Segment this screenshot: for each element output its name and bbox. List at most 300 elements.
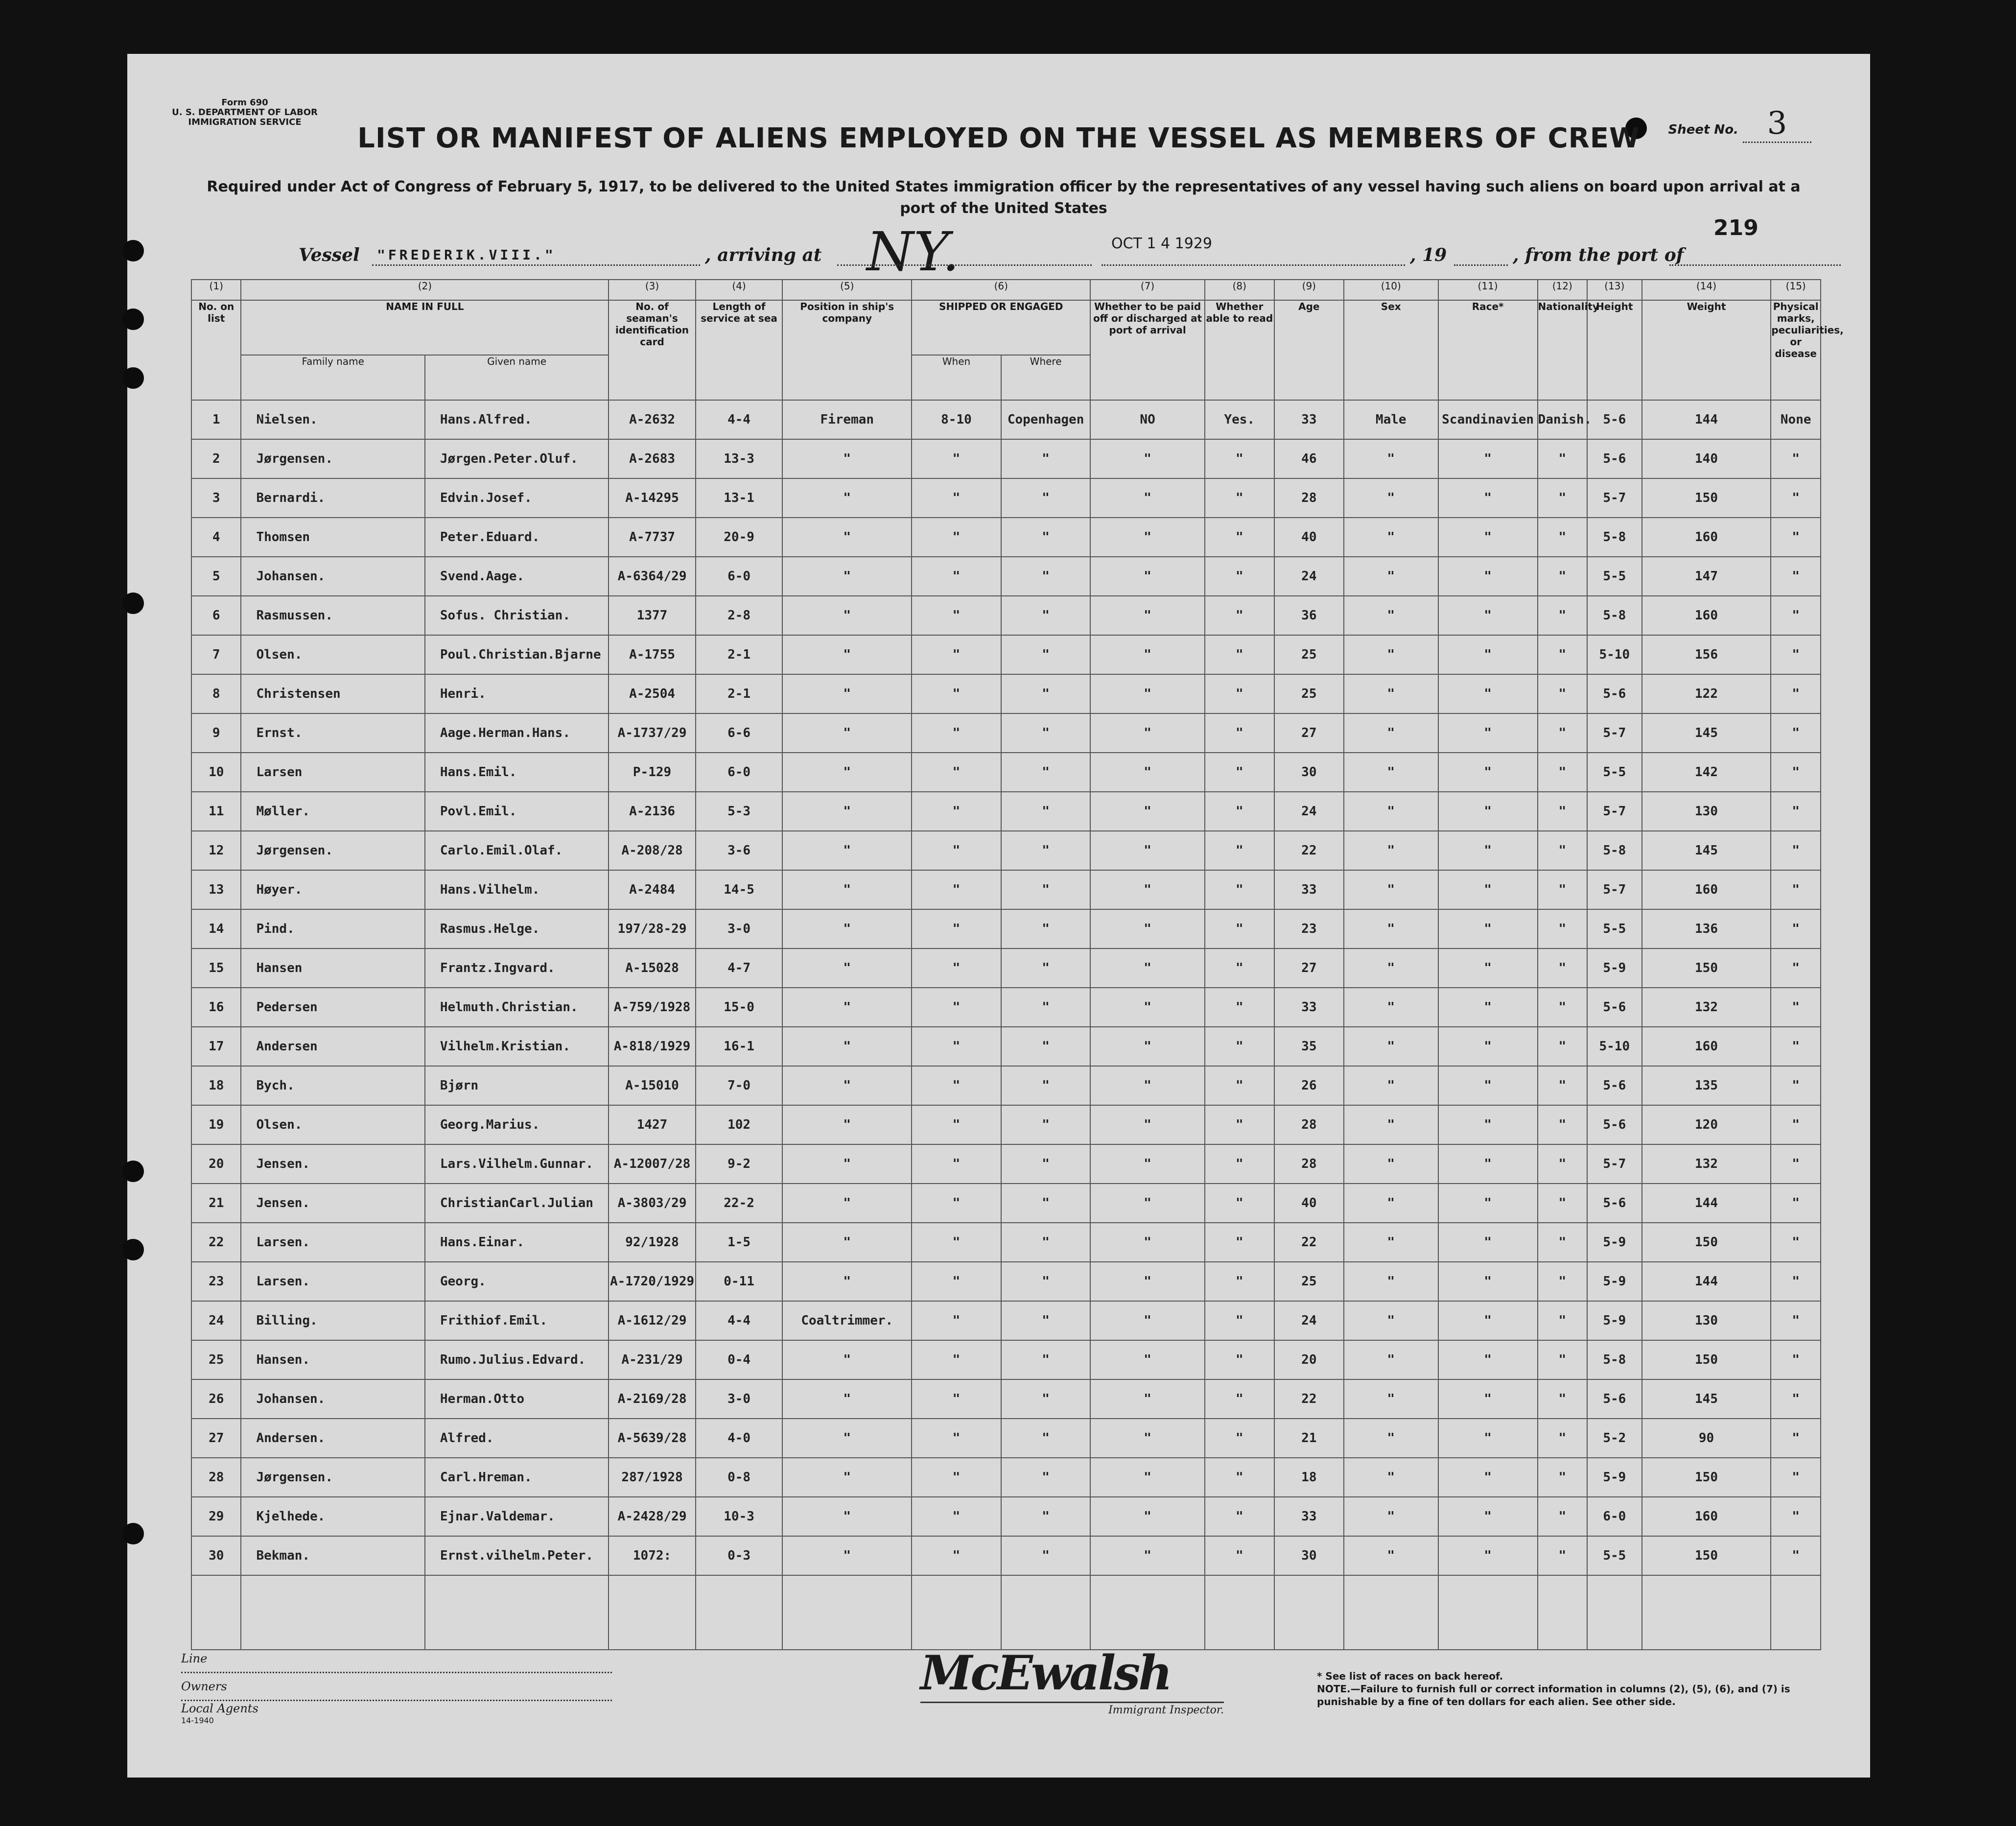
arrival-date-stamp: OCT 1 4 1929	[1111, 235, 1213, 252]
cell-age: 21	[1274, 1419, 1344, 1458]
cell-age: 20	[1274, 1340, 1344, 1379]
agents-block	[181, 1645, 612, 1726]
cell-age: 24	[1274, 1301, 1344, 1340]
cell-given-name: Hans.Emil.	[425, 753, 609, 792]
cell-paid-off: "	[1090, 988, 1204, 1027]
sheet-number-value: 3	[1743, 105, 1811, 143]
footnotes	[1317, 1670, 1831, 1708]
cell-weight: 144	[1642, 1184, 1771, 1223]
cell-marks: "	[1771, 635, 1821, 674]
cell-family-name: Jørgensen.	[241, 831, 424, 870]
cell-given-name: Carl.Hreman.	[425, 1458, 609, 1497]
cell-given-name: ChristianCarl.Julian	[425, 1184, 609, 1223]
cell-position: "	[782, 635, 912, 674]
cell-id-card: A-1737/29	[609, 713, 696, 753]
table-row	[191, 1144, 1821, 1184]
cell-position: "	[782, 1262, 912, 1301]
cell-able-read: "	[1205, 753, 1274, 792]
cell-when: "	[912, 518, 1001, 557]
cell-marks: "	[1771, 478, 1821, 518]
table-row	[191, 988, 1821, 1027]
table-row	[191, 400, 1821, 439]
cell-race: "	[1438, 713, 1538, 753]
cell-age: 30	[1274, 1536, 1344, 1575]
cell-no: 22	[191, 1223, 241, 1262]
column-header-row	[191, 300, 1821, 355]
cell-id-card: A-2136	[609, 792, 696, 831]
cell-where: "	[1001, 1419, 1091, 1458]
cell-service: 2-1	[696, 674, 783, 713]
cell-when: "	[912, 1184, 1001, 1223]
cell-able-read: "	[1205, 1184, 1274, 1223]
cell-when: "	[912, 1301, 1001, 1340]
col-num: (1)	[191, 280, 241, 300]
cell-service: 0-11	[696, 1262, 783, 1301]
cell-marks: "	[1771, 1536, 1821, 1575]
header-weight: Weight	[1642, 300, 1771, 400]
cell-paid-off: "	[1090, 1497, 1204, 1536]
year-label: , 19	[1410, 245, 1447, 265]
column-number-row	[191, 280, 1821, 300]
cell-when: "	[912, 1536, 1001, 1575]
cell-family-name: Hansen	[241, 949, 424, 988]
cell-position: "	[782, 909, 912, 949]
cell-paid-off: "	[1090, 792, 1204, 831]
cell-family-name: Christensen	[241, 674, 424, 713]
cell-race: "	[1438, 753, 1538, 792]
cell-nationality: "	[1538, 753, 1587, 792]
punch-hole	[122, 367, 144, 389]
cell-height: 5-8	[1587, 831, 1642, 870]
arriving-label: , arriving at	[705, 245, 822, 265]
cell-position: "	[782, 1497, 912, 1536]
cell-marks: "	[1771, 1301, 1821, 1340]
cell-family-name: Olsen.	[241, 1105, 424, 1144]
cell-when: "	[912, 1144, 1001, 1184]
cell-sex: "	[1344, 478, 1438, 518]
cell-where: "	[1001, 1379, 1091, 1419]
cell-position: "	[782, 1536, 912, 1575]
cell-position: "	[782, 831, 912, 870]
cell-paid-off: "	[1090, 635, 1204, 674]
cell-when: "	[912, 753, 1001, 792]
cell-when: "	[912, 870, 1001, 909]
cell-position: "	[782, 1144, 912, 1184]
cell-service: 0-3	[696, 1536, 783, 1575]
cell-height: 5-10	[1587, 1027, 1642, 1066]
cell-service: 3-0	[696, 909, 783, 949]
cell-no: 23	[191, 1262, 241, 1301]
col-num: (12)	[1538, 280, 1587, 300]
cell-able-read: "	[1205, 1458, 1274, 1497]
cell-given-name: Povl.Emil.	[425, 792, 609, 831]
cell-age: 33	[1274, 400, 1344, 439]
cell-sex: "	[1344, 870, 1438, 909]
cell-weight: 144	[1642, 400, 1771, 439]
cell-age: 40	[1274, 518, 1344, 557]
cell-no: 16	[191, 988, 241, 1027]
cell-when: "	[912, 1262, 1001, 1301]
cell-service: 15-0	[696, 988, 783, 1027]
cell-height: 5-7	[1587, 870, 1642, 909]
cell-where: "	[1001, 1105, 1091, 1144]
cell-marks: "	[1771, 518, 1821, 557]
cell-age: 22	[1274, 831, 1344, 870]
cell-where: "	[1001, 518, 1091, 557]
cell-where: "	[1001, 713, 1091, 753]
cell-able-read: "	[1205, 1027, 1274, 1066]
page-subtitle: Required under Act of Congress of February 5, 1917, to be delivered to the United States immigration officer by the representatives of any vessel having such aliens on board upon arrival at a port of the United States	[207, 178, 1801, 217]
cell-able-read: "	[1205, 478, 1274, 518]
cell-no: 20	[191, 1144, 241, 1184]
cell-paid-off: "	[1090, 1458, 1204, 1497]
cell-paid-off: "	[1090, 949, 1204, 988]
cell-sex: "	[1344, 1262, 1438, 1301]
cell-id-card: A-2428/29	[609, 1497, 696, 1536]
cell-no: 29	[191, 1497, 241, 1536]
cell-id-card: A-1612/29	[609, 1301, 696, 1340]
cell-when: "	[912, 1027, 1001, 1066]
cell-given-name: Hans.Einar.	[425, 1223, 609, 1262]
cell-height: 5-6	[1587, 674, 1642, 713]
cell-able-read: "	[1205, 518, 1274, 557]
cell-where: "	[1001, 1458, 1091, 1497]
cell-weight: 150	[1642, 478, 1771, 518]
cell-race: "	[1438, 1340, 1538, 1379]
cell-age: 26	[1274, 1066, 1344, 1105]
cell-when: "	[912, 1458, 1001, 1497]
table-row	[191, 635, 1821, 674]
cell-weight: 136	[1642, 909, 1771, 949]
header-name-in-full: NAME IN FULL	[241, 300, 609, 355]
cell-age: 33	[1274, 870, 1344, 909]
cell-given-name: Lars.Vilhelm.Gunnar.	[425, 1144, 609, 1184]
cell-where: "	[1001, 1536, 1091, 1575]
cell-marks: "	[1771, 1379, 1821, 1419]
cell-marks: "	[1771, 1105, 1821, 1144]
cell-position: "	[782, 557, 912, 596]
cell-given-name: Carlo.Emil.Olaf.	[425, 831, 609, 870]
table-row	[191, 949, 1821, 988]
table-row	[191, 1419, 1821, 1458]
cell-marks: "	[1771, 713, 1821, 753]
cell-when: "	[912, 1379, 1001, 1419]
cell-nationality: "	[1538, 909, 1587, 949]
col-num: (13)	[1587, 280, 1642, 300]
cell-age: 22	[1274, 1223, 1344, 1262]
cell-given-name: Svend.Aage.	[425, 557, 609, 596]
cell-able-read: "	[1205, 1379, 1274, 1419]
cell-no: 3	[191, 478, 241, 518]
cell-service: 4-4	[696, 400, 783, 439]
cell-id-card: A-208/28	[609, 831, 696, 870]
cell-family-name: Johansen.	[241, 557, 424, 596]
cell-nationality: "	[1538, 518, 1587, 557]
cell-weight: 145	[1642, 713, 1771, 753]
table-row	[191, 1223, 1821, 1262]
table-row	[191, 1458, 1821, 1497]
cell-able-read: "	[1205, 557, 1274, 596]
col-num: (8)	[1205, 280, 1274, 300]
cell-where: "	[1001, 870, 1091, 909]
cell-id-card: A-7737	[609, 518, 696, 557]
table-row	[191, 831, 1821, 870]
cell-where: "	[1001, 909, 1091, 949]
cell-paid-off: "	[1090, 831, 1204, 870]
cell-sex: "	[1344, 1105, 1438, 1144]
cell-age: 24	[1274, 792, 1344, 831]
cell-where: "	[1001, 1301, 1091, 1340]
cell-race: "	[1438, 1458, 1538, 1497]
cell-nationality: "	[1538, 1105, 1587, 1144]
cell-race: "	[1438, 949, 1538, 988]
cell-where: "	[1001, 478, 1091, 518]
cell-nationality: "	[1538, 1340, 1587, 1379]
cell-given-name: Frantz.Ingvard.	[425, 949, 609, 988]
cell-service: 13-1	[696, 478, 783, 518]
cell-id-card: A-2632	[609, 400, 696, 439]
cell-id-card: A-3803/29	[609, 1184, 696, 1223]
cell-position: "	[782, 988, 912, 1027]
cell-where: "	[1001, 1144, 1091, 1184]
cell-service: 16-1	[696, 1027, 783, 1066]
cell-when: "	[912, 1497, 1001, 1536]
cell-where: "	[1001, 1223, 1091, 1262]
cell-given-name: Georg.	[425, 1262, 609, 1301]
cell-race: "	[1438, 1066, 1538, 1105]
cell-able-read: "	[1205, 1066, 1274, 1105]
table-row	[191, 870, 1821, 909]
cell-position: "	[782, 1066, 912, 1105]
cell-height: 5-6	[1587, 988, 1642, 1027]
header-nationality: Nationality	[1538, 300, 1587, 400]
cell-id-card: P-129	[609, 753, 696, 792]
cell-paid-off: "	[1090, 557, 1204, 596]
cell-when: "	[912, 949, 1001, 988]
cell-sex: "	[1344, 909, 1438, 949]
cell-when: "	[912, 1419, 1001, 1458]
cell-sex: "	[1344, 831, 1438, 870]
cell-where: "	[1001, 1262, 1091, 1301]
cell-service: 10-3	[696, 1497, 783, 1536]
table-row	[191, 596, 1821, 635]
cell-paid-off: "	[1090, 439, 1204, 478]
cell-when: "	[912, 792, 1001, 831]
cell-id-card: A-818/1929	[609, 1027, 696, 1066]
cell-nationality: "	[1538, 792, 1587, 831]
cell-where: "	[1001, 596, 1091, 635]
header-length-service: Length of service at sea	[696, 300, 783, 400]
cell-position: "	[782, 1419, 912, 1458]
cell-where: "	[1001, 949, 1091, 988]
cell-family-name: Bekman.	[241, 1536, 424, 1575]
cell-height: 5-5	[1587, 753, 1642, 792]
cell-race: Scandinavien	[1438, 400, 1538, 439]
cell-position: Fireman	[782, 400, 912, 439]
cell-age: 22	[1274, 1379, 1344, 1419]
cell-family-name: Nielsen.	[241, 400, 424, 439]
cell-sex: "	[1344, 1223, 1438, 1262]
cell-weight: 120	[1642, 1105, 1771, 1144]
header-height: Height	[1587, 300, 1642, 400]
cell-when: "	[912, 1340, 1001, 1379]
cell-service: 4-7	[696, 949, 783, 988]
cell-weight: 122	[1642, 674, 1771, 713]
cell-age: 25	[1274, 635, 1344, 674]
cell-nationality: "	[1538, 557, 1587, 596]
cell-sex: "	[1344, 557, 1438, 596]
cell-height: 5-5	[1587, 557, 1642, 596]
cell-family-name: Johansen.	[241, 1379, 424, 1419]
cell-race: "	[1438, 596, 1538, 635]
cell-race: "	[1438, 870, 1538, 909]
table-row	[191, 1105, 1821, 1144]
header-paid-off: Whether to be paid off or discharged at port of arrival	[1090, 300, 1204, 400]
table-row	[191, 1340, 1821, 1379]
table-row	[191, 439, 1821, 478]
header-age: Age	[1274, 300, 1344, 400]
cell-sex: "	[1344, 1340, 1438, 1379]
cell-height: 5-9	[1587, 949, 1642, 988]
cell-race: "	[1438, 988, 1538, 1027]
cell-no: 7	[191, 635, 241, 674]
cell-no: 25	[191, 1340, 241, 1379]
cell-race: "	[1438, 1262, 1538, 1301]
cell-given-name: Frithiof.Emil.	[425, 1301, 609, 1340]
cell-sex: "	[1344, 1184, 1438, 1223]
cell-age: 28	[1274, 478, 1344, 518]
header-race: Race*	[1438, 300, 1538, 400]
crew-table	[191, 279, 1844, 1650]
cell-position: "	[782, 518, 912, 557]
cell-service: 22-2	[696, 1184, 783, 1223]
cell-nationality: "	[1538, 1379, 1587, 1419]
cell-position: "	[782, 1340, 912, 1379]
cell-position: Coaltrimmer.	[782, 1301, 912, 1340]
local-agents-field: Local Agents	[181, 1702, 258, 1715]
cell-able-read: "	[1205, 870, 1274, 909]
inspector-label: Immigrant Inspector.	[1108, 1704, 1224, 1716]
cell-paid-off: "	[1090, 1536, 1204, 1575]
cell-paid-off: "	[1090, 1105, 1204, 1144]
cell-age: 27	[1274, 949, 1344, 988]
cell-id-card: 92/1928	[609, 1223, 696, 1262]
header-physical: Physical marks, peculiarities, or disease	[1771, 300, 1821, 400]
cell-family-name: Larsen.	[241, 1223, 424, 1262]
cell-sex: "	[1344, 988, 1438, 1027]
cell-sex: "	[1344, 1066, 1438, 1105]
cell-age: 28	[1274, 1144, 1344, 1184]
cell-no: 9	[191, 713, 241, 753]
cell-nationality: "	[1538, 1419, 1587, 1458]
punch-hole	[122, 1523, 144, 1544]
cell-service: 4-4	[696, 1301, 783, 1340]
cell-marks: "	[1771, 1144, 1821, 1184]
cell-position: "	[782, 753, 912, 792]
page-number: 219	[1713, 215, 1758, 240]
cell-race: "	[1438, 635, 1538, 674]
cell-family-name: Larsen.	[241, 1262, 424, 1301]
cell-height: 5-2	[1587, 1419, 1642, 1458]
owners-field: Owners	[181, 1673, 612, 1701]
cell-race: "	[1438, 1497, 1538, 1536]
cell-given-name: Rasmus.Helge.	[425, 909, 609, 949]
cell-paid-off: "	[1090, 518, 1204, 557]
col-num: (4)	[696, 280, 783, 300]
cell-service: 6-0	[696, 753, 783, 792]
cell-age: 18	[1274, 1458, 1344, 1497]
cell-sex: "	[1344, 1301, 1438, 1340]
col-num: (14)	[1642, 280, 1771, 300]
cell-when: 8-10	[912, 400, 1001, 439]
cell-height: 5-6	[1587, 400, 1642, 439]
cell-nationality: "	[1538, 1027, 1587, 1066]
cell-weight: 132	[1642, 1144, 1771, 1184]
table-row	[191, 1379, 1821, 1419]
table-row	[191, 518, 1821, 557]
cell-position: "	[782, 1379, 912, 1419]
cell-race: "	[1438, 1144, 1538, 1184]
manifest-document	[127, 54, 1870, 1778]
cell-paid-off: "	[1090, 753, 1204, 792]
cell-height: 5-8	[1587, 518, 1642, 557]
cell-position: "	[782, 439, 912, 478]
cell-service: 102	[696, 1105, 783, 1144]
cell-family-name: Rasmussen.	[241, 596, 424, 635]
cell-weight: 130	[1642, 792, 1771, 831]
cell-nationality: "	[1538, 1184, 1587, 1223]
cell-able-read: "	[1205, 1144, 1274, 1184]
cell-id-card: A-12007/28	[609, 1144, 696, 1184]
cell-age: 35	[1274, 1027, 1344, 1066]
cell-id-card: 1377	[609, 596, 696, 635]
cell-height: 5-7	[1587, 792, 1642, 831]
cell-paid-off: "	[1090, 1301, 1204, 1340]
cell-position: "	[782, 478, 912, 518]
cell-nationality: "	[1538, 831, 1587, 870]
cell-weight: 160	[1642, 870, 1771, 909]
cell-no: 18	[191, 1066, 241, 1105]
cell-given-name: Hans.Vilhelm.	[425, 870, 609, 909]
cell-age: 40	[1274, 1184, 1344, 1223]
cell-given-name: Alfred.	[425, 1419, 609, 1458]
cell-sex: "	[1344, 1144, 1438, 1184]
cell-id-card: A-1720/1929	[609, 1262, 696, 1301]
header-able-read: Whether able to read	[1205, 300, 1274, 400]
cell-given-name: Henri.	[425, 674, 609, 713]
cell-given-name: Peter.Eduard.	[425, 518, 609, 557]
cell-service: 0-8	[696, 1458, 783, 1497]
cell-when: "	[912, 439, 1001, 478]
cell-service: 14-5	[696, 870, 783, 909]
cell-id-card: A-6364/29	[609, 557, 696, 596]
cell-race: "	[1438, 1419, 1538, 1458]
cell-service: 6-0	[696, 557, 783, 596]
punch-hole	[122, 240, 144, 261]
cell-no: 4	[191, 518, 241, 557]
cell-family-name: Bernardi.	[241, 478, 424, 518]
cell-sex: "	[1344, 753, 1438, 792]
cell-sex: "	[1344, 596, 1438, 635]
cell-family-name: Billing.	[241, 1301, 424, 1340]
cell-no: 12	[191, 831, 241, 870]
cell-marks: None	[1771, 400, 1821, 439]
cell-family-name: Møller.	[241, 792, 424, 831]
cell-paid-off: "	[1090, 1027, 1204, 1066]
cell-no: 14	[191, 909, 241, 949]
cell-marks: "	[1771, 870, 1821, 909]
col-num: (6)	[912, 280, 1090, 300]
